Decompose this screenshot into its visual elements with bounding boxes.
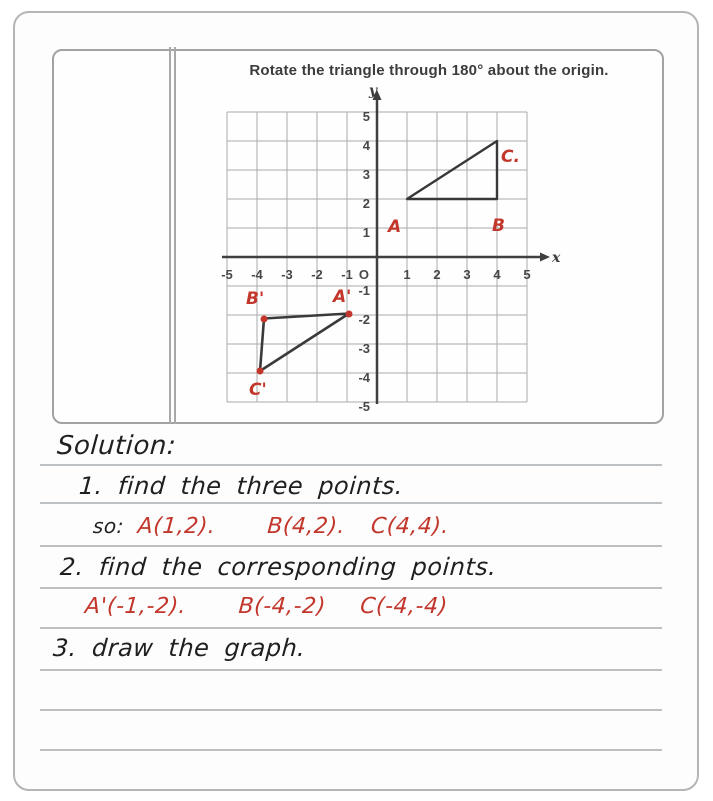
triangle-a1b1c1 — [260, 314, 349, 372]
x-tick: -4 — [251, 267, 263, 282]
x-tick: 1 — [403, 267, 411, 282]
x-tick: -5 — [221, 267, 233, 282]
solution-step-3: 3. draw the graph. — [52, 634, 307, 662]
point-a: A(1,2). — [136, 514, 217, 539]
vertex-label-a-prime: A' — [333, 287, 352, 307]
y-tick: 1 — [362, 225, 370, 240]
ruled-line — [40, 709, 662, 711]
margin-divider-line — [169, 47, 176, 424]
solution-step-2: 2. find the corresponding points. — [59, 553, 498, 581]
solution-step-1: 1. find the three points. — [78, 472, 405, 500]
x-tick: 4 — [493, 267, 501, 282]
vertex-label-c-prime: C' — [249, 380, 267, 400]
vertex-dot-a-prime — [346, 311, 353, 318]
coordinate-graph — [202, 82, 562, 417]
point-c-prime: C(-4,-4) — [359, 594, 449, 619]
origin-label: O — [358, 267, 369, 282]
solution-heading: Solution: — [55, 431, 178, 461]
x-axis-arrow-icon — [540, 253, 550, 262]
point-a-prime: A'(-1,-2). — [84, 594, 187, 619]
vertex-dot-b-prime — [261, 316, 268, 323]
ruled-line — [40, 587, 662, 589]
ruled-line — [40, 545, 662, 547]
y-tick: -5 — [358, 399, 370, 414]
solution-original-points-row — [92, 514, 450, 539]
x-tick: -1 — [341, 267, 353, 282]
y-axis-label: y — [368, 83, 378, 99]
point-b-prime: B(-4,-2) — [237, 594, 327, 619]
vertex-label-a: A — [388, 217, 402, 237]
x-tick: 2 — [433, 267, 441, 282]
solution-image-points-row — [84, 594, 448, 619]
y-tick: 3 — [362, 167, 370, 182]
x-tick: -3 — [281, 267, 293, 282]
so-label: so: — [92, 514, 125, 538]
ruled-line — [40, 669, 662, 671]
vertex-label-c: C. — [501, 147, 520, 167]
problem-title: Rotate the triangle through 180° about the origin. — [249, 62, 609, 79]
point-b: B(4,2). — [266, 514, 346, 539]
y-tick: 2 — [362, 196, 370, 211]
y-tick: -4 — [358, 370, 370, 385]
worksheet-page — [13, 11, 699, 791]
y-tick: -1 — [358, 283, 370, 298]
x-axis-label: x — [552, 250, 561, 266]
x-tick: 3 — [463, 267, 471, 282]
vertex-label-b: B — [492, 216, 505, 236]
vertex-label-b-prime: B' — [246, 289, 265, 309]
y-tick: -2 — [358, 312, 370, 327]
ruled-line — [40, 502, 662, 504]
y-tick: -3 — [358, 341, 370, 356]
x-tick: -2 — [311, 267, 323, 282]
point-c: C(4,4). — [370, 514, 450, 539]
vertex-dot-c-prime — [257, 368, 264, 375]
ruled-line — [40, 627, 662, 629]
y-tick: 5 — [362, 109, 370, 124]
ruled-line — [40, 464, 662, 466]
ruled-line — [40, 749, 662, 751]
y-tick: 4 — [362, 138, 370, 153]
x-tick: 5 — [523, 267, 531, 282]
